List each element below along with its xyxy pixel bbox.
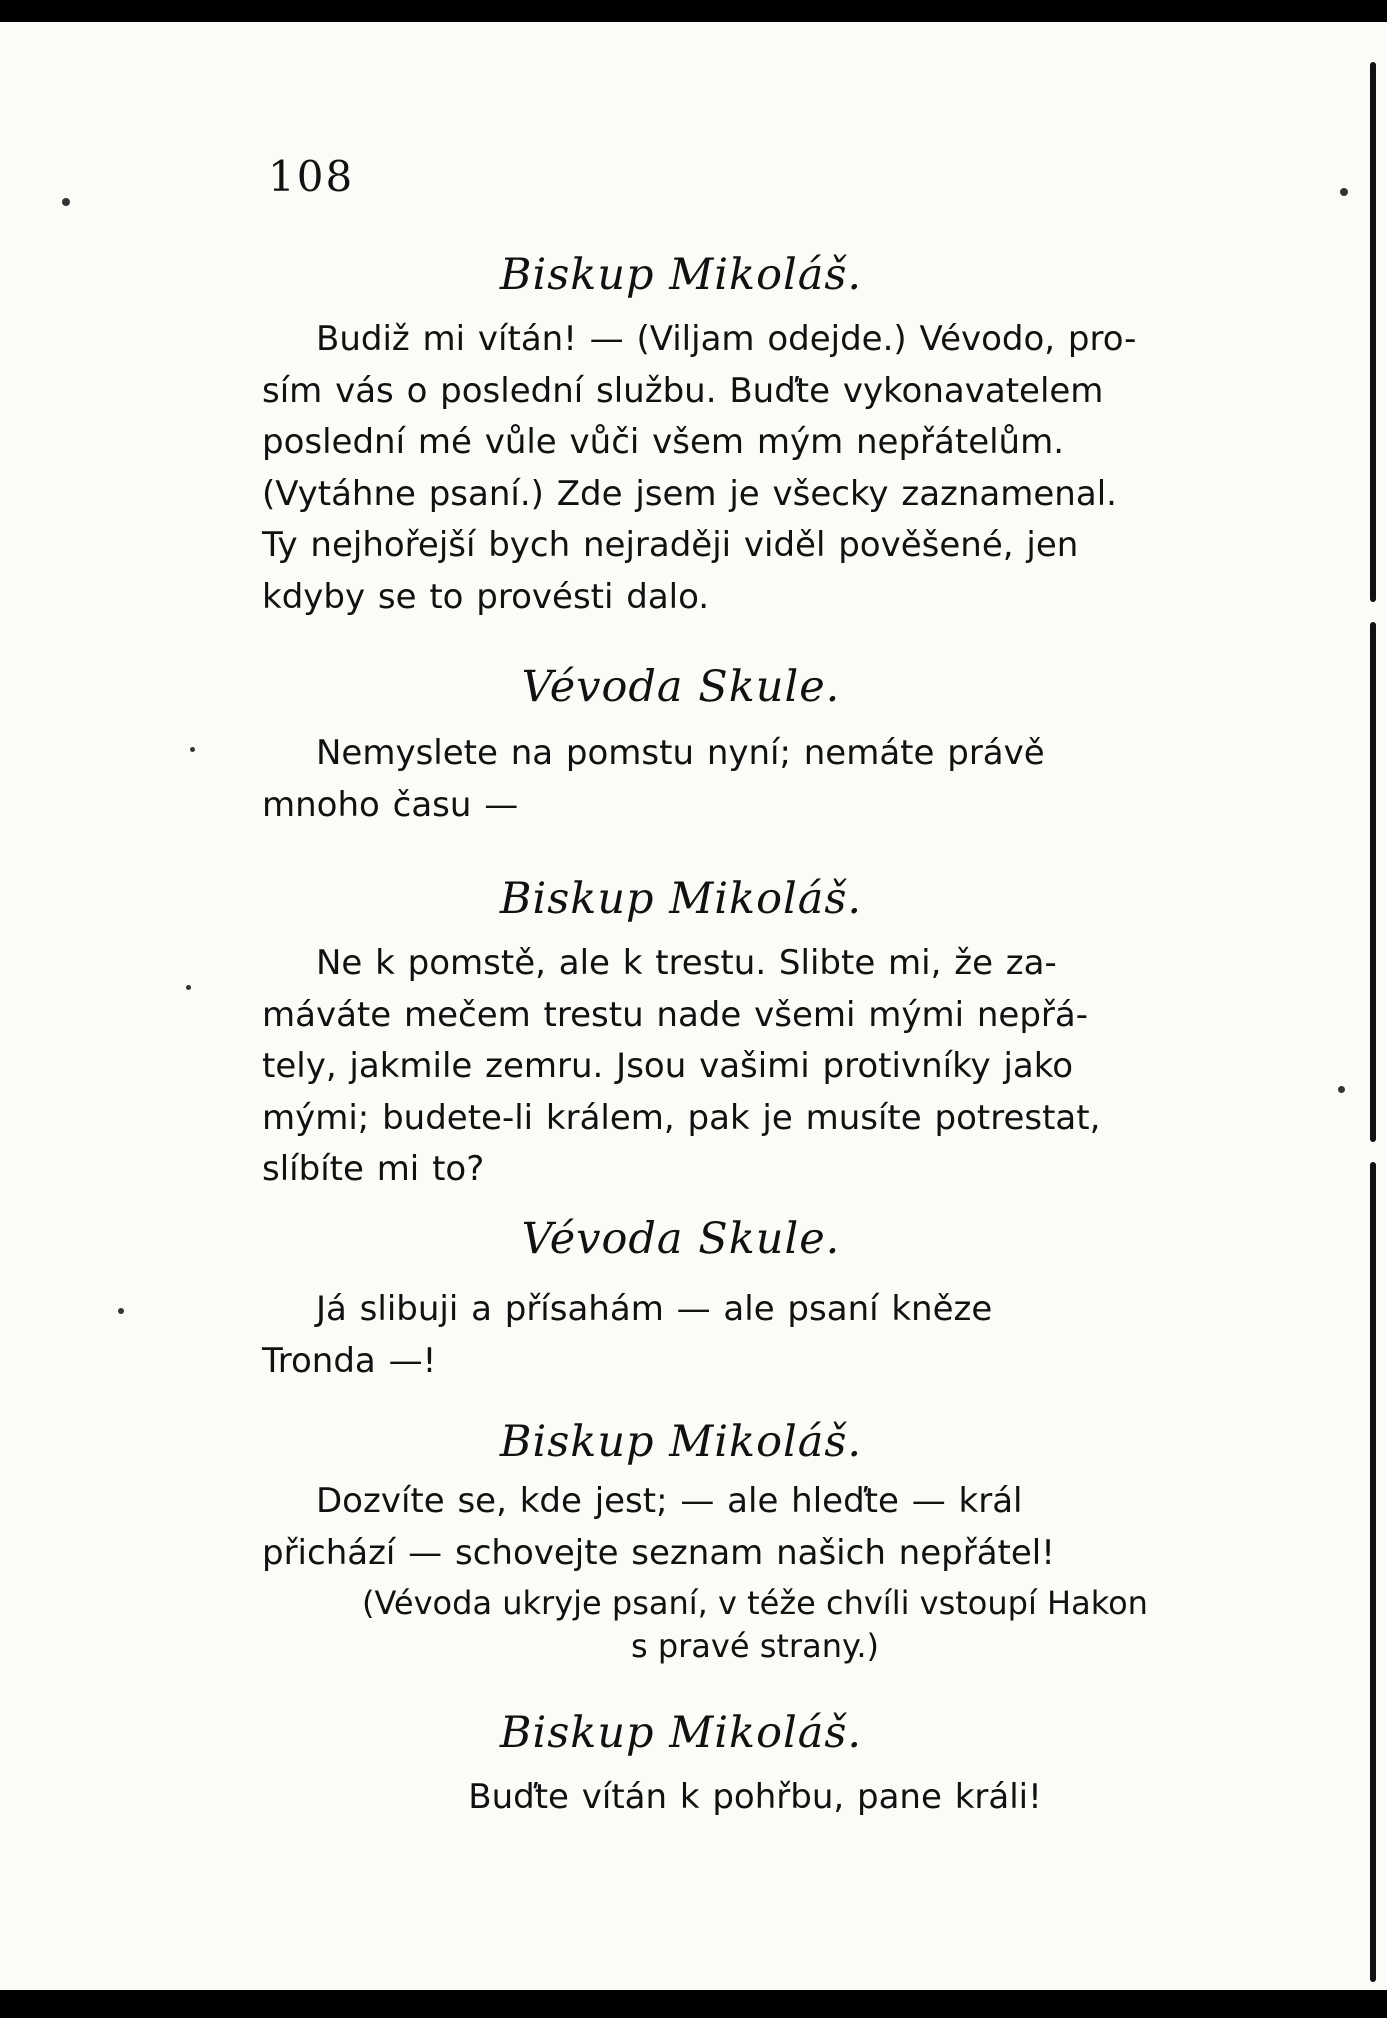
page-number: 108 bbox=[268, 152, 355, 201]
dialogue-paragraph bbox=[262, 314, 1248, 623]
binding-line bbox=[1370, 622, 1376, 1142]
text-line: Nemyslete na pomstu nyní; nemáte právě bbox=[316, 733, 1045, 773]
speaker-heading: Biskup Mikoláš. bbox=[499, 1417, 863, 1467]
text-line: Budiž mi vítán! — (Viljam odejde.) Vévodo, pro- bbox=[316, 319, 1137, 359]
text-line: mnoho času — bbox=[262, 784, 519, 825]
speaker-heading: Vévoda Skule. bbox=[521, 1214, 841, 1264]
dialogue-paragraph bbox=[262, 938, 1248, 1196]
dialogue-paragraph bbox=[262, 1476, 1248, 1579]
text-line: Buďte vítán k pohřbu, pane králi! bbox=[468, 1777, 1042, 1817]
text-line: přichází — schovejte seznam našich nepřátel! bbox=[262, 1532, 1055, 1573]
text-line: Ty nejhořejší bych nejraději viděl pověšené, jen bbox=[262, 525, 1079, 565]
scan-speck bbox=[1338, 1086, 1345, 1093]
stage-direction bbox=[262, 1582, 1248, 1668]
text-line: Ne k pomstě, ale k trestu. Slibte mi, že za- bbox=[316, 943, 1057, 983]
speaker-heading: Vévoda Skule. bbox=[521, 662, 841, 712]
text-line: tely, jakmile zemru. Jsou vašimi protivníky jako bbox=[262, 1046, 1074, 1086]
text-line: (Vytáhne psaní.) Zde jsem je všecky zaznamenal. bbox=[262, 473, 1117, 514]
text-line: Dozvíte se, kde jest; — ale hleďte — král bbox=[316, 1481, 1023, 1521]
text-line: Tronda —! bbox=[262, 1340, 437, 1381]
text-line: (Vévoda ukryje psaní, v téže chvíli vstoupí Hakon bbox=[362, 1584, 1148, 1622]
text-line: máváte mečem trestu nade všemi mými nepřá- bbox=[262, 994, 1088, 1035]
scan-speck bbox=[186, 985, 191, 990]
page-edge bbox=[1362, 22, 1387, 1990]
text-line: s pravé strany.) bbox=[630, 1627, 879, 1665]
scan-speck bbox=[190, 747, 195, 752]
scan-speck bbox=[1340, 188, 1348, 196]
speaker-heading: Biskup Mikoláš. bbox=[499, 874, 863, 924]
scan-speck bbox=[118, 1308, 124, 1314]
speaker-heading: Biskup Mikoláš. bbox=[499, 250, 863, 300]
text-line: Já slibuji a přísahám — ale psaní kněze bbox=[316, 1289, 993, 1329]
dialogue-paragraph bbox=[262, 1284, 1248, 1387]
speaker-heading: Biskup Mikoláš. bbox=[499, 1708, 863, 1758]
book-page bbox=[0, 22, 1362, 1990]
text-line: sím vás o poslední službu. Buďte vykonavatelem bbox=[262, 370, 1104, 411]
text-line: kdyby se to provésti dalo. bbox=[262, 576, 710, 617]
dialogue-paragraph bbox=[262, 728, 1248, 831]
binding-line bbox=[1370, 1162, 1376, 1982]
text-line: slíbíte mi to? bbox=[262, 1149, 485, 1189]
binding-line bbox=[1370, 62, 1376, 602]
text-line: poslední mé vůle vůči všem mým nepřátelům. bbox=[262, 422, 1065, 462]
scan-speck bbox=[62, 198, 70, 206]
text-line: mými; budete-li králem, pak je musíte potrestat, bbox=[262, 1097, 1101, 1138]
dialogue-paragraph bbox=[262, 1772, 1248, 1824]
